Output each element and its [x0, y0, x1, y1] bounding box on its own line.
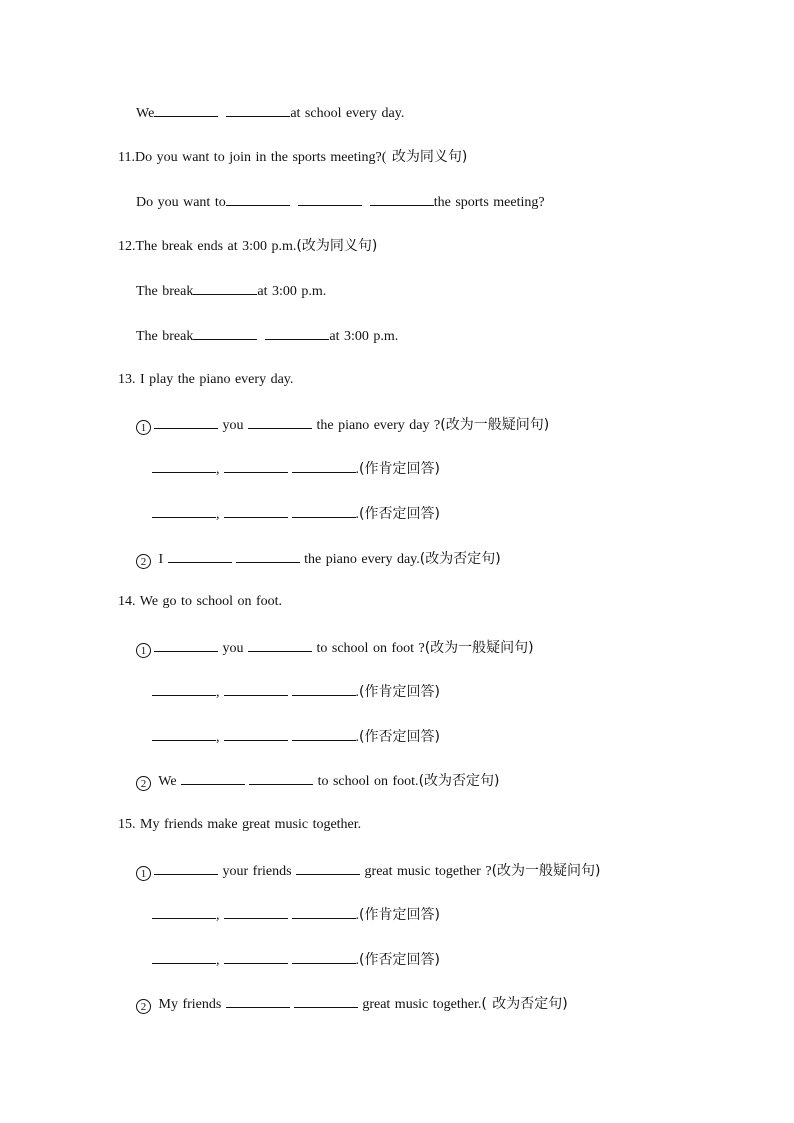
blank[interactable]: [292, 904, 356, 919]
blank[interactable]: [152, 904, 216, 919]
q14-sub-1: [136, 637, 534, 657]
circled-number: 1: [136, 866, 151, 881]
instruction: (作肯定回答): [359, 461, 440, 477]
blank[interactable]: [294, 993, 358, 1008]
blank[interactable]: [226, 191, 290, 206]
instruction: (改为一般疑问句): [440, 417, 550, 433]
text: We: [154, 774, 182, 789]
q11-prompt: [118, 147, 467, 167]
comma: ,: [216, 953, 220, 968]
text: you: [218, 418, 248, 433]
comma: ,: [216, 462, 220, 477]
blank[interactable]: [248, 637, 312, 652]
period: .: [355, 730, 359, 745]
text: The break: [136, 284, 194, 299]
blank[interactable]: [154, 414, 218, 429]
blank[interactable]: [224, 681, 288, 696]
text: at school every day.: [290, 106, 405, 121]
blank[interactable]: [193, 325, 257, 340]
comma: ,: [216, 730, 220, 745]
q15-no-answer: [152, 949, 440, 969]
period: .: [355, 507, 359, 522]
period: .: [355, 462, 359, 477]
text: to school on foot ?: [312, 641, 425, 656]
blank[interactable]: [181, 770, 245, 785]
text: Do you want to: [136, 195, 226, 210]
q15-sub-1: [136, 860, 601, 880]
blank[interactable]: [236, 548, 300, 563]
question-text: 12.The break ends at 3:00 p.m.: [118, 239, 297, 254]
instruction: (作肯定回答): [359, 907, 440, 923]
text: at 3:00 p.m.: [257, 284, 327, 299]
text: at 3:00 p.m.: [329, 329, 399, 344]
blank[interactable]: [168, 548, 232, 563]
instruction: (作否定回答): [359, 729, 440, 745]
blank[interactable]: [154, 860, 218, 875]
question-text: 13. I play the piano every day.: [118, 372, 294, 387]
blank[interactable]: [224, 949, 288, 964]
q13-yes-answer: [152, 458, 440, 478]
text: The break: [136, 329, 194, 344]
text: My friends: [154, 997, 226, 1012]
question-text: 15. My friends make great music together.: [118, 817, 362, 832]
instruction: (作肯定回答): [359, 684, 440, 700]
circled-number: 2: [136, 776, 151, 791]
text: the piano every day.: [299, 552, 420, 567]
text: you: [218, 641, 248, 656]
blank[interactable]: [292, 949, 356, 964]
q14-sub-2: [136, 770, 500, 790]
circled-number: 1: [136, 420, 151, 435]
comma: ,: [216, 685, 220, 700]
q13-prompt: [118, 370, 293, 390]
blank[interactable]: [265, 325, 329, 340]
instruction: (作否定回答): [359, 506, 440, 522]
circled-number: 2: [136, 554, 151, 569]
blank[interactable]: [224, 458, 288, 473]
text: We: [136, 106, 155, 121]
q14-no-answer: [152, 726, 440, 746]
blank[interactable]: [152, 949, 216, 964]
q12-prompt: [118, 236, 377, 256]
blank[interactable]: [152, 726, 216, 741]
q13-sub-1: [136, 414, 549, 434]
blank[interactable]: [292, 726, 356, 741]
instruction: (改为一般疑问句): [491, 863, 601, 879]
q11-answer-line: [136, 191, 545, 211]
instruction: (改为否定句): [418, 773, 500, 789]
question-text: 14. We go to school on foot.: [118, 594, 283, 609]
text: the sports meeting?: [433, 195, 545, 210]
instruction: (改为一般疑问句): [424, 640, 534, 656]
circled-number: 2: [136, 999, 151, 1014]
instruction: 改为同义句): [386, 149, 468, 165]
question-text: 11.Do you want to join in the sports meeting?(: [118, 150, 387, 165]
text: great music together.: [357, 997, 482, 1012]
blank[interactable]: [292, 503, 356, 518]
q14-prompt: [118, 592, 282, 612]
blank[interactable]: [152, 503, 216, 518]
instruction: ( 改为否定句): [481, 996, 568, 1012]
blank[interactable]: [292, 458, 356, 473]
blank[interactable]: [224, 904, 288, 919]
q13-no-answer: [152, 503, 440, 523]
blank[interactable]: [224, 503, 288, 518]
q10-answer-line: [136, 102, 404, 122]
period: .: [355, 953, 359, 968]
blank[interactable]: [193, 280, 257, 295]
blank[interactable]: [298, 191, 362, 206]
blank[interactable]: [226, 993, 290, 1008]
q15-yes-answer: [152, 904, 440, 924]
instruction: (改为同义句): [296, 238, 378, 254]
q15-sub-2: [136, 993, 568, 1013]
instruction: (改为否定句): [419, 551, 501, 567]
q13-sub-2: [136, 548, 501, 568]
text: the piano every day ?: [312, 418, 441, 433]
q15-prompt: [118, 815, 361, 835]
q14-yes-answer: [152, 681, 440, 701]
blank[interactable]: [248, 414, 312, 429]
blank[interactable]: [296, 860, 360, 875]
blank[interactable]: [292, 681, 356, 696]
period: .: [355, 908, 359, 923]
text: I: [154, 552, 168, 567]
blank[interactable]: [154, 637, 218, 652]
blank[interactable]: [152, 458, 216, 473]
blank[interactable]: [370, 191, 434, 206]
blank[interactable]: [154, 102, 218, 117]
q12-answer-line-1: [136, 280, 326, 300]
text: great music together ?: [360, 864, 492, 879]
text: to school on foot.: [313, 774, 419, 789]
blank[interactable]: [226, 102, 290, 117]
blank[interactable]: [152, 681, 216, 696]
blank[interactable]: [224, 726, 288, 741]
text: your friends: [218, 864, 297, 879]
comma: ,: [216, 507, 220, 522]
period: .: [355, 685, 359, 700]
q12-answer-line-2: [136, 325, 398, 345]
comma: ,: [216, 908, 220, 923]
circled-number: 1: [136, 643, 151, 658]
instruction: (作否定回答): [359, 952, 440, 968]
blank[interactable]: [249, 770, 313, 785]
